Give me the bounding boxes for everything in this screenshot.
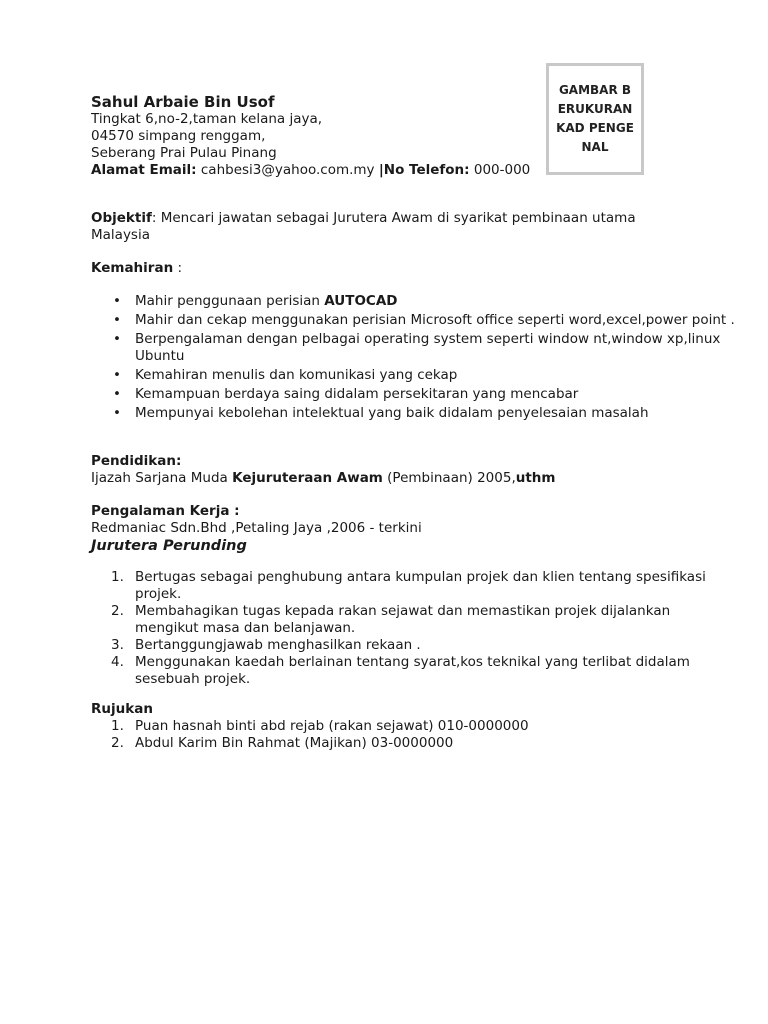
skill-text: Kemampuan berdaya saing didalam persekitaran yang mencabar xyxy=(135,386,579,402)
degree-prefix: Ijazah Sarjana Muda xyxy=(91,470,233,486)
education-heading: Pendidikan: xyxy=(91,453,182,469)
objective-section xyxy=(91,210,681,244)
phone-value: 000-000 xyxy=(473,162,531,178)
list-item: Puan hasnah binti abd rejab (rakan sejawat) 010-0000000 xyxy=(135,718,529,734)
skills-label: Kemahiran xyxy=(91,260,174,276)
address-line-3: Seberang Prai Pulau Pinang xyxy=(91,145,277,161)
skill-text: Mempunyai kebolehan intelektual yang baik didalam penyelesaian masalah xyxy=(135,405,649,421)
candidate-name: Sahul Arbaie Bin Usof xyxy=(91,93,275,111)
institution: uthm xyxy=(515,470,556,486)
list-item xyxy=(135,367,735,384)
skills-list xyxy=(91,293,735,424)
contact-line xyxy=(91,162,691,179)
email-label: Alamat Email: xyxy=(91,162,197,178)
list-item: Abdul Karim Bin Rahmat (Majikan) 03-0000000 xyxy=(135,735,454,751)
address-line-2: 04570 simpang renggam, xyxy=(91,128,266,144)
experience-heading: Pengalaman Kerja : xyxy=(91,503,240,519)
references-list xyxy=(91,718,715,752)
objective-text: : Mencari jawatan sebagai Jurutera Awam di syarikat pembinaan utama Malaysia xyxy=(91,210,636,243)
company-line: Redmaniac Sdn.Bhd ,Petaling Jaya ,2006 - terkini xyxy=(91,520,422,536)
phone-label: No Telefon: xyxy=(383,162,470,178)
list-item: Bertanggungjawab menghasilkan rekaan . xyxy=(135,637,421,653)
experience-section xyxy=(91,503,691,555)
degree-detail: (Pembinaan) 2005, xyxy=(382,470,516,486)
list-item: Menggunakan kaedah berlainan tentang syarat,kos teknikal yang terlibat didalam sesebuah projek. xyxy=(135,654,690,687)
address-line-1: Tingkat 6,no-2,taman kelana jaya, xyxy=(91,111,323,127)
job-role: Jurutera Perunding xyxy=(91,538,247,554)
list-item xyxy=(135,312,735,329)
skills-label-suffix: : xyxy=(173,260,183,276)
email-value[interactable]: cahbesi3@yahoo.com.my xyxy=(200,162,375,178)
education-line xyxy=(91,470,691,487)
list-item xyxy=(135,405,735,422)
objective-label: Objektif xyxy=(91,210,152,226)
list-item xyxy=(135,293,735,310)
list-item xyxy=(135,331,735,365)
list-item xyxy=(135,386,735,403)
degree-field: Kejuruteraan Awam xyxy=(232,470,383,486)
skill-text: Mahir penggunaan perisian xyxy=(135,293,325,309)
contact-block xyxy=(91,111,691,179)
list-item: Membahagikan tugas kepada rakan sejawat dan memastikan projek dijalankan mengikut masa dan belanjawan. xyxy=(135,603,671,636)
skill-highlight: AUTOCAD xyxy=(324,293,398,309)
skill-text: Kemahiran menulis dan komunikasi yang cekap xyxy=(135,367,458,383)
contact-separator: | xyxy=(378,162,384,178)
duties-list xyxy=(91,569,715,688)
skills-heading xyxy=(91,260,691,277)
skill-text: Mahir dan cekap menggunakan perisian Microsoft office seperti word,excel,power point . xyxy=(135,312,735,328)
skill-text: Berpengalaman dengan pelbagai operating system seperti window nt,window xp,linux Ubuntu xyxy=(135,331,721,364)
photo-placeholder-label: GAMBAR BERUKURAN KAD PENGENAL xyxy=(556,83,634,154)
education-section xyxy=(91,453,691,487)
references-heading: Rujukan xyxy=(91,701,153,717)
list-item: Bertugas sebagai penghubung antara kumpulan projek dan klien tentang spesifikasi projek. xyxy=(135,569,706,602)
